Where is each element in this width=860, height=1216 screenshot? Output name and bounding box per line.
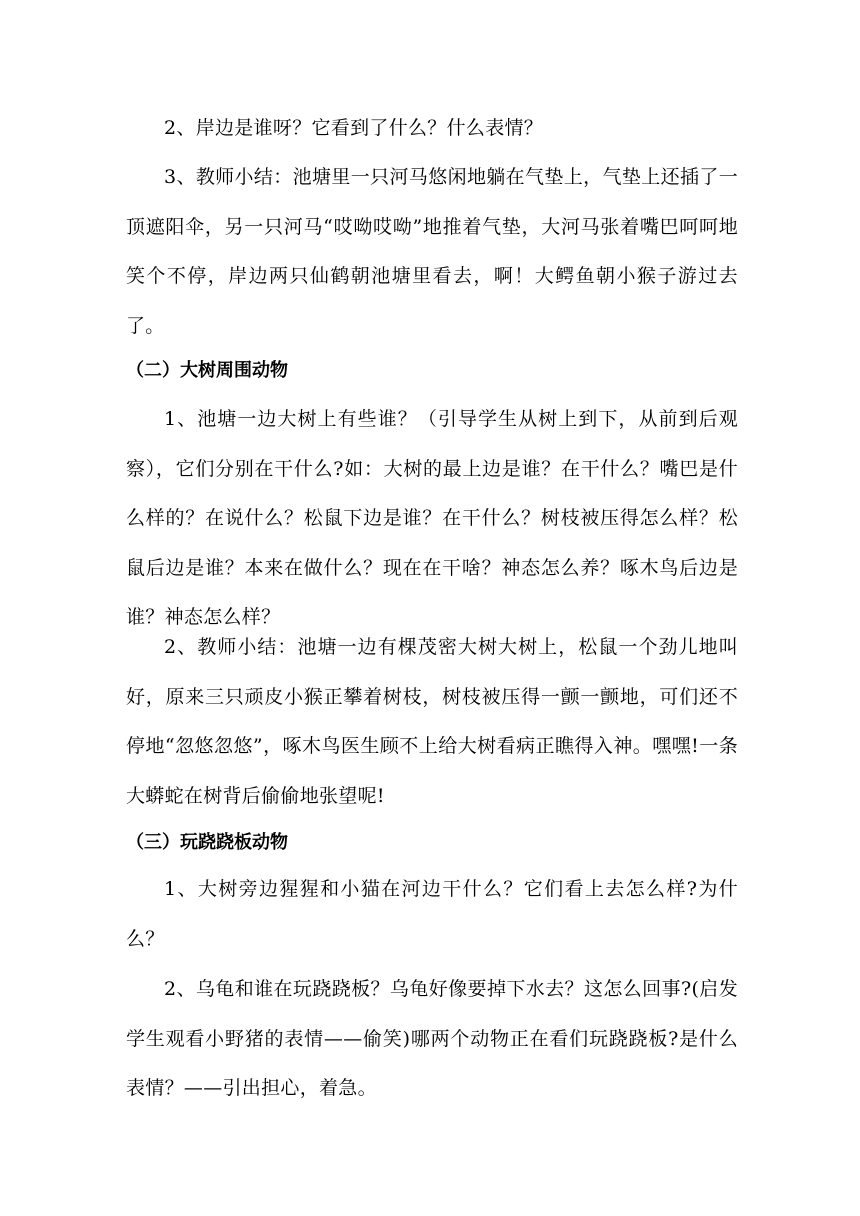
paragraph-teacher-summary-1: 3、教师小结：池塘里一只河马悠闲地躺在气垫上，气垫上还插了一顶遮阳伞，另一只河马“哎呦哎呦”地推着气垫，大河马张着嘴巴呵呵地笑个不停，岸边两只仙鹤朝池塘里看去，啊！大鳄鱼朝小猴子游过去了。 — [126, 166, 738, 337]
section-heading-tree-animals: （二）大树周围动物 — [126, 360, 288, 381]
paragraph-question-2: 2、岸边是谁呀？它看到了什么？什么表情？ — [164, 117, 544, 139]
paragraph-tree-question-1: 1、池塘一边大树上有些谁？（引导学生从树上到下，从前到后观察），它们分别在干什么?如：大树的最上边是谁？在干什么？嘴巴是什么样的？在说什么？松鼠下边是谁？在干什么？树枝被压得怎么样？松鼠后边是谁？本来在做什么？现在在干啥？神态怎么养？啄木鸟后边是谁？神态怎么样？ — [126, 408, 738, 628]
paragraph-teacher-summary-2: 2、教师小结：池塘一边有棵茂密大树大树上，松鼠一个劲儿地叫好，原来三只顽皮小猴正攀着树枝，树枝被压得一颤一颤地，可们还不停地“忽悠忽悠”，啄木鸟医生顾不上给大树看病正瞧得入神。嘿嘿!一条大蟒蛇在树背后偷偷地张望呢! — [126, 636, 738, 807]
paragraph-seesaw-question-1: 1、大树旁边猩猩和小猫在河边干什么？它们看上去怎么样?为什么？ — [126, 878, 738, 950]
paragraph-seesaw-question-2: 2、乌龟和谁在玩跷跷板？乌龟好像要掉下水去？这怎么回事?(启发学生观看小野猪的表情——偷笑)哪两个动物正在看们玩跷跷板?是什么表情？——引出担心，着急。 — [126, 978, 738, 1099]
section-heading-seesaw-animals: （三）玩跷跷板动物 — [126, 832, 288, 853]
